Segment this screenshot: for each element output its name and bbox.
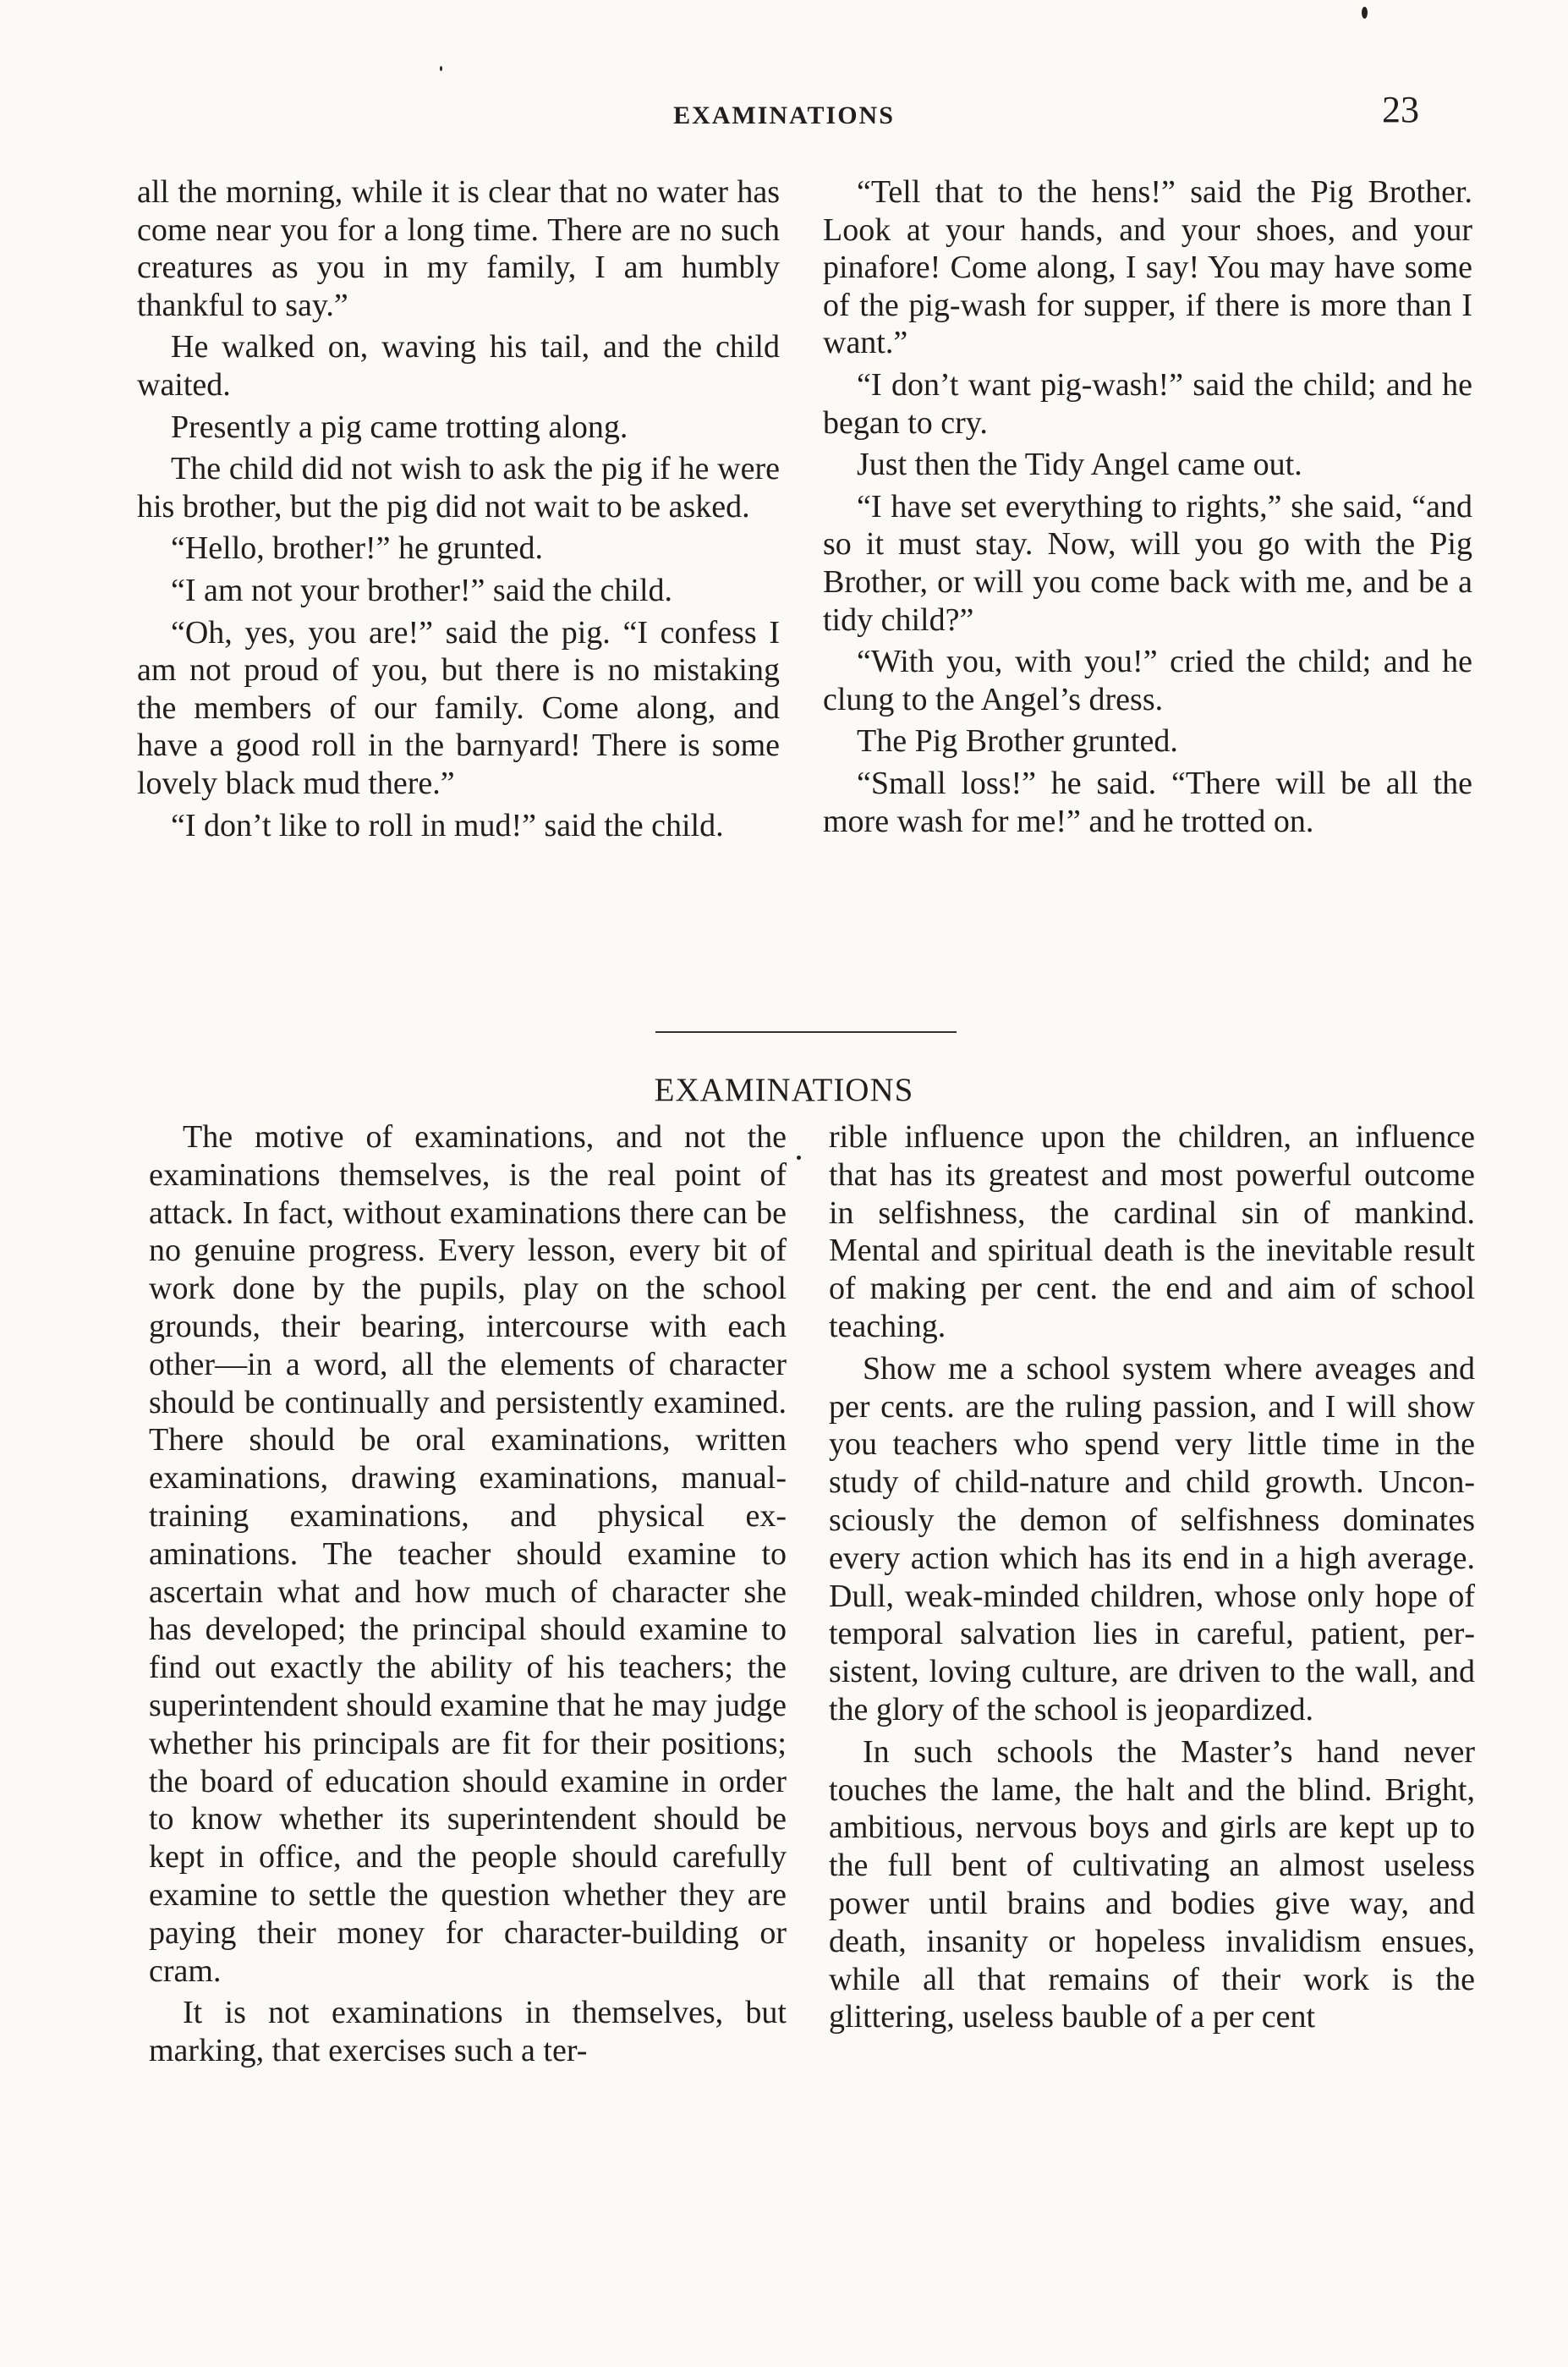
paragraph: all the morning, while it is clear that no water has come near you for a long time. There are no such creatures as you in my family, I am humbly thankful to say.” <box>137 174 780 323</box>
article-right-column <box>829 1118 1475 2040</box>
section-title: EXAMINATIONS <box>654 1072 914 1108</box>
paragraph: “With you, with you!” cried the child; and he clung to the Angel’s dress. <box>823 644 1472 717</box>
paragraph: The Pig Brother grunted. <box>857 723 1178 760</box>
paragraph: “I don’t like to roll in mud!” said the child. <box>171 807 724 843</box>
running-head: EXAMINATIONS <box>673 102 895 129</box>
paragraph: The motive of examinations, and not the examinations themselves, is the real point of attack. In fact, without examinations there can be no genuine progress. Every lesson, every bit of work done by the pupils, play on the school grounds, their bearing, intercourse with each other—in a word, all the elements of character should be continually and persistently examined. There should be oral examinations, written examinations, drawing examinations, manual-training examinations, and physical examinations. The teacher should examine to ascertain what and how much of character she has developed; the principal should examine to find out exactly the ability of his teachers; the superintendent should examine that he may judge whether his principals are fit for their positions; the board of education should examine in order to know whether its superintendent should be kept in office, and the people should carefully examine to settle the question whether they are paying their money for character-building or cram. <box>149 1119 787 1989</box>
ink-speck <box>797 1156 801 1160</box>
paragraph: “I am not your brother!” said the child. <box>171 572 673 608</box>
story-right-column <box>823 173 1472 844</box>
article-left-column <box>149 1118 787 2074</box>
paragraph: Just then the Tidy Angel came out. <box>857 447 1302 483</box>
paragraph: The child did not wish to ask the pig if he were his brother, but the pig did not wait to be asked. <box>137 451 780 524</box>
paragraph: “Oh, yes, you are!” said the pig. “I confess I am not proud of you, but there is no mistaking the members of our family. Come along, and have a good roll in the barnyard! There is some lovely black mud there.” <box>137 614 780 801</box>
paragraph: “Small loss!” he said. “There will be all the more wash for me!” and he trotted on. <box>823 765 1472 839</box>
paragraph: It is not examinations in themselves, but marking, that exercises such a ter- <box>149 1995 787 2069</box>
paragraph: “Tell that to the hens!” said the Pig Brother. Look at your hands, and your shoes, and your pinafore! Come along, I say! You may have some of the pig-wash for supper, if there is more than I want.” <box>823 174 1472 361</box>
paragraph: He walked on, waving his tail, and the child waited. <box>137 329 780 403</box>
section-divider <box>655 1031 957 1033</box>
paragraph: Presently a pig came trotting along. <box>171 409 628 445</box>
story-left-column <box>137 173 780 848</box>
ink-speck <box>440 66 442 71</box>
paragraph: “Hello, brother!” he grunted. <box>171 530 543 567</box>
paragraph: rible influence upon the children, an influence that has its greatest and most powerful outcome in selfishness, the cardinal sin of mankind. Mental and spiritual death is the inevitable result of making per cent. the end and aim of school teaching. <box>829 1119 1475 1344</box>
paragraph: Show me a school system where aveages and per cents. are the ruling passion, and I will show you teachers who spend very little time in the study of child-nature and child growth. Unconsciously the demon of selfishness dominates every action which has its end in a high average. Dull, weak-minded children, whose only hope of temporal salvation lies in careful, patient, persistent, loving culture, are driven to the wall, and the glory of the school is jeopardized. <box>829 1350 1475 1727</box>
ink-speck <box>1362 7 1368 19</box>
page-number: 23 <box>1382 89 1419 130</box>
paragraph: “I have set everything to rights,” she said, “and so it must stay. Now, will you go with the Pig Brother, or will you come back with me, and be a tidy child?” <box>823 488 1472 638</box>
paragraph: “I don’t want pig-wash!” said the child; and he began to cry. <box>823 366 1472 441</box>
paragraph: In such schools the Master’s hand never touches the lame, the halt and the blind. Bright, ambitious, nervous boys and girls are kept up to the full bent of cultivating an almost useless power until brains and bodies give way, and death, insanity or hopeless invalidism ensues, while all that remains of their work is the glittering, useless bauble of a per cent <box>829 1733 1475 2035</box>
